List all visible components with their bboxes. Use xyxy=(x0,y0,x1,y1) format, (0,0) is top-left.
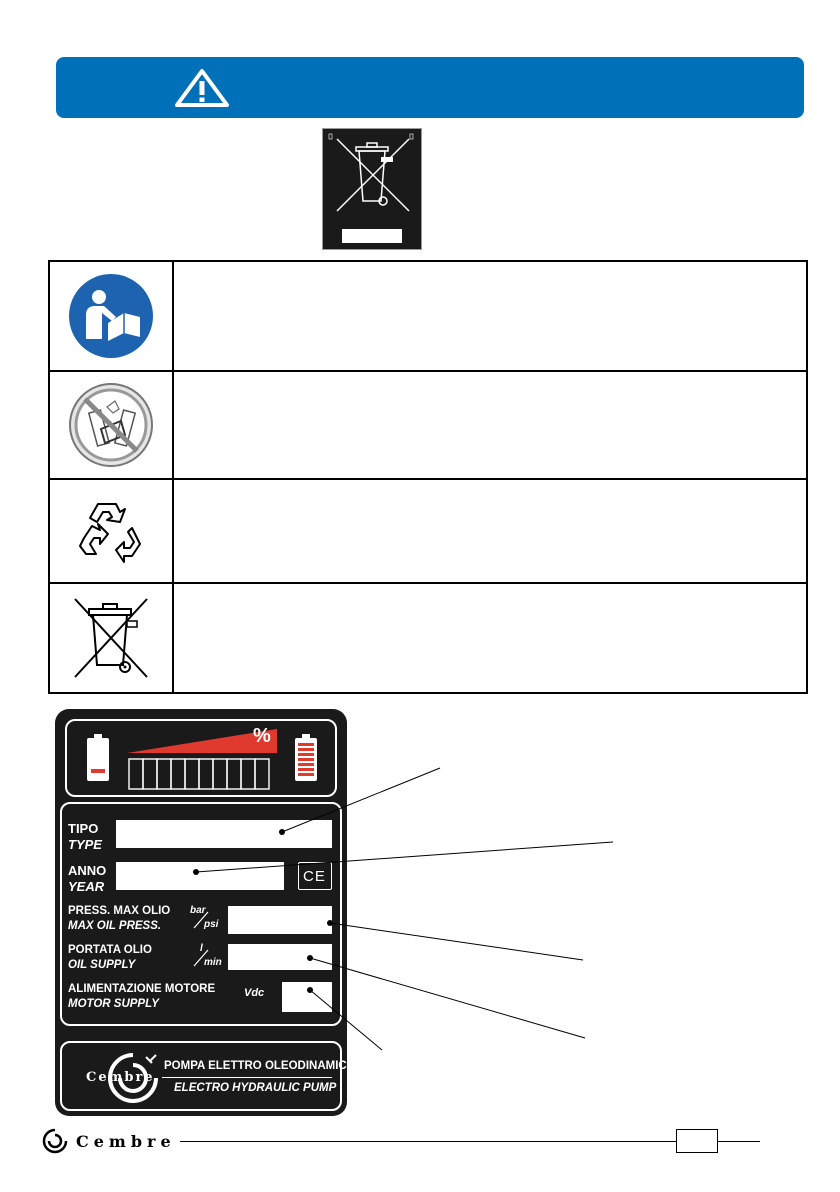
motor-label-it: ALIMENTAZIONE MOTORE xyxy=(68,983,216,995)
read-manual-icon xyxy=(68,273,154,359)
type-label-it: TIPO xyxy=(68,821,99,836)
footer-rule xyxy=(180,1141,760,1142)
year-label-it: ANNO xyxy=(68,863,107,878)
battery-full-icon xyxy=(293,733,319,783)
year-label-en: YEAR xyxy=(68,879,105,894)
icon-cell xyxy=(50,584,174,692)
press-unit-slash xyxy=(190,910,214,930)
press-unit-top: bar xyxy=(190,905,206,916)
text-cell xyxy=(176,480,806,582)
brand-panel xyxy=(60,1041,356,1111)
flow-unit-slash xyxy=(190,948,214,968)
flow-unit-bottom: min xyxy=(204,957,222,968)
percent-symbol: % xyxy=(253,725,271,747)
type-field xyxy=(116,820,332,848)
press-unit-bottom: psi xyxy=(204,919,219,930)
product-divider xyxy=(162,1077,332,1078)
no-hands-icon xyxy=(67,381,155,469)
safety-symbol-table xyxy=(48,260,808,694)
press-label-en: MAX OIL PRESS. xyxy=(68,920,162,932)
icon-cell xyxy=(50,480,174,582)
table-row xyxy=(50,262,806,372)
flow-unit-top: l xyxy=(200,943,203,954)
ce-mark: CE xyxy=(298,862,332,890)
product-name-en: ELECTRO HYDRAULIC PUMP xyxy=(174,1082,337,1094)
weee-bin-icon xyxy=(323,129,421,249)
pump-nameplate xyxy=(55,709,356,1116)
pressure-field xyxy=(228,906,332,934)
footer-brand-name: Cembre xyxy=(76,1132,176,1151)
table-row xyxy=(50,584,806,692)
crossed-bin-icon xyxy=(69,595,153,681)
motor-label-en: MOTOR SUPPLY xyxy=(68,998,159,1010)
plate-brand-name: Cembre xyxy=(86,1070,155,1085)
text-cell xyxy=(176,262,806,370)
product-name-it: POMPA ELETTRO OLEODINAMICA xyxy=(164,1060,356,1072)
data-panel xyxy=(60,802,342,1026)
weee-label-image xyxy=(322,128,422,250)
motor-unit: Vdc xyxy=(244,987,265,999)
year-field xyxy=(116,862,284,890)
type-label-en: TYPE xyxy=(68,837,102,852)
press-label-it: PRESS. MAX OLIO xyxy=(68,905,171,917)
flow-label-it: PORTATA OLIO xyxy=(68,944,152,956)
flow-label-en: OIL SUPPLY xyxy=(68,959,136,971)
table-row xyxy=(50,480,806,584)
page-number-box xyxy=(676,1129,718,1153)
warning-icon xyxy=(174,68,230,108)
battery-panel xyxy=(65,719,337,797)
recycle-icon xyxy=(76,498,146,564)
motor-supply-field xyxy=(282,982,332,1012)
text-cell xyxy=(176,372,806,478)
text-cell xyxy=(176,584,806,692)
table-row xyxy=(50,372,806,480)
icon-cell xyxy=(50,372,174,478)
flow-field xyxy=(228,944,332,970)
cembre-footer-mark xyxy=(42,1128,68,1154)
icon-cell xyxy=(50,262,174,370)
warning-banner xyxy=(56,57,804,118)
battery-low-icon xyxy=(85,733,111,783)
